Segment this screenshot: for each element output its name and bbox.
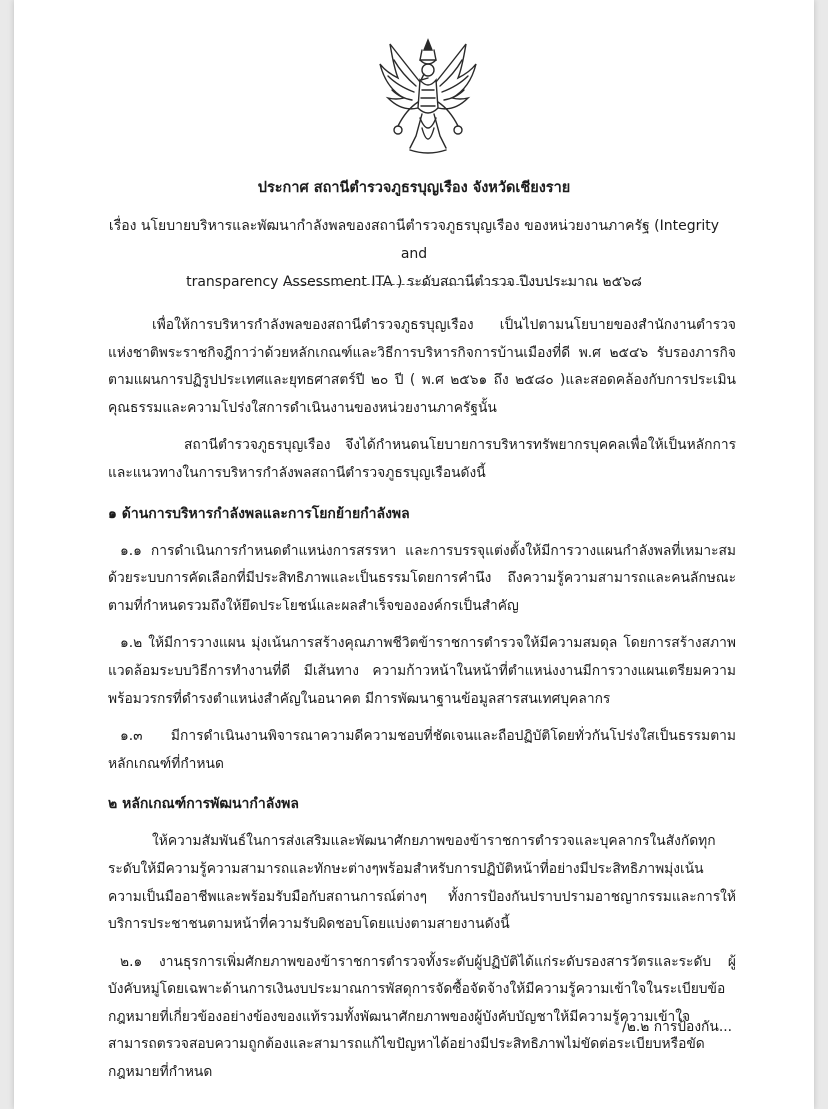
section-1-item-1: ๑.๑ การดำเนินการกำหนดตำแหน่งการสรรหา และการบรรจุแต่งตั้งให้มีการวางแผนกำลังพลที่เหมาะสมด้วยระบบการคัดเลือกที่มีประสิทธิภาพและเป็นธรรมโดยการคำนึง ถึงความรู้ความสามารถและคนลักษณะตามที่กำหนดรวมถึงให้ยึดประโยชน์และผลสำเร็จขององค์กรเป็นสำคัญ: [108, 542, 736, 614]
continuation-note: /๒.๒ การป้องกัน...: [622, 1019, 732, 1035]
divider: [287, 284, 569, 285]
section-1-item-2: ๑.๒ ให้มีการวางแผน มุ่งเน้นการสร้างคุณภาพชีวิตข้าราชการตำรวจให้มีความสมดุล โดยการสร้างสภาพแวดล้อมระบบวิธีการทำงานที่ดี มีเส้นทาง ความก้าวหน้าในหน้าที่ตำแหน่งงานมีการวางแผนเตรียมความพร้อมวรกรที่ดำรงตำแหน่งสำคัญในอนาคต มีการพัฒนาฐานข้อมูลสารสนเทศบุคลากร: [108, 635, 736, 707]
document-page: [14, 0, 814, 1109]
document-body: [108, 312, 736, 1087]
section-2-heading: ๒ หลักเกณฑ์การพัฒนากำลังพล: [108, 796, 299, 813]
section-1-item-3: ๑.๓ มีการดำเนินงานพิจารณาความดีความชอบที่ชัดเจนและถือปฏิบัติโดยทั่วกันโปร่งใสเป็นธรรมตามหลักเกณฑ์ที่กำหนด: [108, 728, 736, 772]
intro-paragraph-1: เพื่อให้การบริหารกำลังพลของสถานีตำรวจภูธรบุญเรือง เป็นไปตามนโยบายของสำนักงานตำรวจแห่งชาติพระราชกิจฎีกาว่าด้วยหลักเกณฑ์และวิธีการบริหารกิจการบ้านเมืองที่ดี พ.ศ ๒๕๔๖ รับรองภารกิจตามแผนการปฏิรูปประเทศและยุทธศาสตร์ปี ๒๐ ปี ( พ.ศ ๒๕๖๑ ถึง ๒๕๘๐ )และสอดคล้องกับการประเมินคุณธรรมและความโปร่งใสการดำเนินงานของหน่วยงานภาครัฐนั้น: [108, 317, 736, 416]
section-2-intro: ให้ความสัมพันธ์ในการส่งเสริมและพัฒนาศักยภาพของข้าราชการตำรวจและบุคลากรในสังกัดทุกระดับให้มีความรู้ความสามารถและทักษะต่างๆพร้อมสำหรับการปฏิบัติหน้าที่อย่างมีประสิทธิภาพมุ่งเน้นความเป็นมืออาชีพและพร้อมรับมือกับสถานการณ์ต่างๆ ทั้งการป้องกันปราบปรามอาชญากรรมและการให้บริการประชาชนตามหน้าที่ความรับผิดชอบโดยแบ่งตามสายงานดังนี้: [108, 833, 736, 933]
section-1-heading: ๑ ด้านการบริหารกำลังพลและการโยกย้ายกำลังพล: [108, 505, 410, 522]
subject-line-1: เรื่อง นโยบายบริหารและพัฒนากำลังพลของสถานีตำรวจภูธรบุญเรือง ของหน่วยงานภาครัฐ (Integrity and: [108, 218, 720, 262]
subject-line-2: transparency Assessment ITA ) ระดับสถานีตำรวจ ปีงบประมาณ ๒๕๖๘: [186, 274, 642, 290]
section-2-item-1: ๒.๑ งานธุรการเพิ่มศักยภาพของข้าราชการตำรวจทั้งระดับผู้ปฏิบัติได้แก่ระดับรองสารวัตรและระดับ ผู้บังคับหมู่โดยเฉพาะด้านการเงินงบประมาณการพัสดุการจัดซื้อจัดจ้างให้มีความรู้ความเข้าใจในระเบียบข้อกฎหมายที่เกี่ยวข้องอย่างข้องของแท้รวมทั้งพัฒนาศักยภาพของผู้บังคับบัญชาให้มีความรู้ความเข้าใจสามารถตรวจสอบความถูกต้องและสามารถแก้ไขปัญหาได้อย่างมีประสิทธิภาพไม่ขัดต่อระเบียบหรือขัดกฎหมายที่กำหนด: [108, 953, 736, 1081]
intro-paragraph-2: สถานีตำรวจภูธรบุญเรือง จึงได้กำหนดนโยบายการบริหารทรัพยากรบุคคลเพื่อให้เป็นหลักการและแนวทางในการบริหารกำลังพลสถานีตำรวจภูธรบุญเรือนดังนี้: [108, 437, 736, 481]
garuda-emblem-icon: [376, 38, 480, 156]
document-title: ประกาศ สถานีตำรวจภูธรบุญเรือง จังหวัดเชียงราย: [257, 180, 571, 196]
